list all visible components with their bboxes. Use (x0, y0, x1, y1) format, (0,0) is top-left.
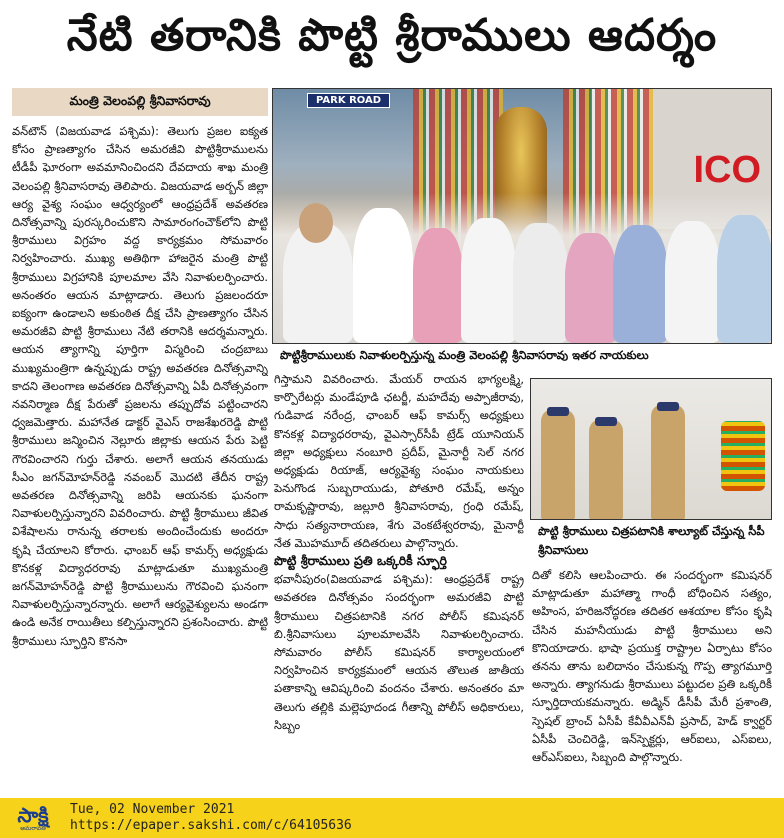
article-body-text: భవానీపురం(విజయవాడ పశ్చిమ): ఆంధ్రప్రదేశ్ రాష్ట్ర అవతరణ దినోత్సవం సందర్భంగా అమరజీవి పొట్టి శ్రీరాములు చిత్రపటానికి నగర పోలీస్ కమిషనర్ బి.శ్రీనివాసులు పూలమాలవేసి నివాళులర్పించారు. సోమవారం పోలీస్ కమిషనర్ కార్యాలయంలో నిర్వహించిన కార్యక్రమంలో ఆయన తొలుత జాతీయ పతాకాన్ని ఆవిష్కరించి వందనం చేశారు. అనంతరం మా తెలుగు తల్లికి మల్లెపూదండ గీతాన్ని పోలీస్ అధికారులు, సిబ్బం (274, 572, 524, 732)
person (665, 221, 720, 343)
photo-caption-salute: పొట్టి శ్రీరాములు చిత్రపటానికి శాల్యూట్ చేస్తున్న సీపీ శ్రీనివాసులు (538, 524, 765, 557)
police-cap (595, 417, 617, 426)
article-column-3 (532, 566, 772, 798)
publish-date: Tue, 02 November 2021 (70, 802, 235, 817)
police-cap (657, 402, 679, 411)
person-head (299, 203, 333, 243)
sakshi-logo (0, 798, 66, 838)
footer-bar (0, 798, 784, 838)
article-photo-salute (530, 378, 772, 520)
article-column-1 (12, 122, 268, 798)
portrait-shrine (721, 421, 765, 491)
logo-mark: సాక్షి (17, 802, 49, 827)
street-sign: PARK ROAD (307, 93, 390, 108)
police-cap (547, 407, 569, 416)
article-body-text: గిస్తామని వివరించారు. మేయర్ రాయన భాగ్యలక్ష్మి, కార్పొరేటర్లు మండేపూడి ఛటర్జీ, మహదేవు అప్పాజీరావు, గుడివాడ నరేంద్ర, ఛాంబర్ ఆఫ్ కామర్స్ అధ్యక్షులు కొనకళ్ల విద్యాధరరావు, వైఎస్సార్‌సీపీ ట్రేడ్ యూనియన్ జిల్లా అధ్యక్షులు నంబూరి ప్రదీప్, మైనార్టీ సెల్ నగర అధ్యక్షుడు రియాజ్, ఆర్యవైశ్య సంఘం నాయకులు పెనుగొండ సుబ్బరాయుడు, పోతూరి రమేష్, అన్నం రామకృష్ణారావు, జల్లూరి శ్రీనివాసరావు, గ్రంధి రమేష్, సాధు సత్యనారాయణ, శేగు వెంకటేశ్వరరావు, మైనార్టీ నేత మొహమూద్ తదితరులు పాల్గొన్నారు. (274, 372, 524, 550)
person (717, 215, 772, 343)
sub-headline: పొట్టి శ్రీరాములు ప్రతి ఒక్కరికీ స్ఫూర్తి (274, 553, 447, 569)
byline: మంత్రి వెలంపల్లి శ్రీనివాసరావు (12, 88, 268, 116)
article-body-text: దితో కలిసి ఆలపించారు. ఈ సందర్భంగా కమిషనర్ మాట్లాడుతూ మహాత్మా గాంధీ బోధించిన సత్యం, అహింస, హరిజనోద్ధరణ తదితర ఆశయాల కోసం కృషి చేసిన మహనీయుడు పొట్టి శ్రీరాములు అని కొనియాడారు. భాషా ప్రయుక్త రాష్ట్రాల ఏర్పాటు కోసం తనను తాను బలిదానం చేసుకున్న గొప్ప త్యాగమూర్తి అన్నారు. త్యాగనుడు శ్రీరాములు పట్టుదల ప్రతి ఒక్కరికీ స్ఫూర్తిదాయకమన్నారు. అడ్మిన్ డీసీపీ మేరీ ప్రశాంతి, స్పెషల్ బ్రాంచ్ ఏసీపీ కేవీవీఎన్‌వీ ప్రసాద్, హెడ్ క్వార్టర్ ఏసీపీ చెంచిరెడ్డి, ఇన్‌స్పెక్టర్లు, ఆర్‌ఐలు, ఎస్‌ఐలు, ఆర్‌ఎస్‌ఐలు, సిబ్బంది పాల్గొన్నారు. (532, 568, 772, 765)
police-officer (651, 404, 685, 519)
person (461, 218, 516, 343)
footer-meta (66, 802, 352, 834)
person (613, 225, 668, 343)
epaper-url[interactable]: https://epaper.sakshi.com/c/64105636 (70, 818, 352, 833)
article-body-text: వన్‌టౌన్ (విజయవాడ పశ్చిమ): తెలుగు ప్రజల ఐక్యత కోసం ప్రాణత్యాగం చేసిన అమరజీవి పొట్టిశ్రీరాములను టీడీపీ ఘోరంగా అవమానించిందని దేవదాయ శాఖ మంత్రి వెలంపల్లి శ్రీనివాసరావు తెలిపారు. విజయవాడ అర్బన్ జిల్లా ఆర్య వైశ్య సంఘం ఆధ్వర్యంలో ఆంధ్రప్రదేశ్ అవతరణ దినోత్సవాన్ని పురస్కరించుకొని సామారంగంచౌక్‌లోని పొట్టి శ్రీరాములు విగ్రహం వద్ద కార్యక్రమం సోమవారం నిర్వహించారు. ముఖ్య అతిథిగా హాజరైన మంత్రి పొట్టి శ్రీరాములు విగ్రహానికి పూలమాల వేసి నివాళులర్పించారు. అనంతరం ఆయన మాట్లాడారు. తెలుగు ప్రజలందరూ ఐక్యంగా ఉండాలని అకుంఠిత దీక్ష చేసి ప్రాణత్యాగం చేసిన అమరజీవి పొట్టి శ్రీరాములు నేటి తరానికి ఆదర్శమన్నారు. ఆయన త్యాగాన్ని పూర్తిగా విస్మరించి చంద్రబాబు ముఖ్యమంత్రిగా ఉన్నప్పుడు రాష్ట్ర అవతరణ దినోత్సవాన్ని కాదని తెలంగాణ అవతరణ దినోత్సవాన్ని ఏపీ దినోత్సవంగా నవనిర్మాణ దీక్ష పేరుతో ప్రజలను తప్పుదోవ పట్టించారని ధ్వజమెత్తారు. మహానేత డాక్టర్ వైఎస్ రాజశేఖరరెడ్డి పొట్టి శ్రీరాములు జన్మించిన నెల్లూరు జిల్లాకు ఆయన పేరు పెట్టి గౌరవించారని గుర్తు చేశారు. అలాగే ఆయన తనయుడు సీఎం జగన్‌మోహన్‌రెడ్డి నవంబర్ మొదటి తేదీన రాష్ట్ర అవతరణ దినోత్సవాన్ని జరిపి ఆయనకు ఘనంగా నివాళులర్పిస్తున్నారని వివరించారు. పొట్టి శ్రీరాములు జీవిత విశేషాలను రానున్న తరాలకు అందించేందుకు అందరూ కృషి చేయాలని కోరారు. ఛాంబర్ ఆఫ్ కామర్స్ అధ్యక్షుడు కొనకళ్ల విద్యాధరరావు మాట్లాడుతూ ముఖ్యమంత్రి జగన్‌మోహన్‌రెడ్డి పొట్టి శ్రీరాములును గౌరవించి ఘనంగా నివాళులర్పిస్తున్నారన్నారు. అలాగే ఆర్యవైశ్యులను అండగా ఉండి అనేక రాయితీలు కల్పిస్తున్నారని ప్రశంసించారు. పొట్టి శ్రీరాములు స్ఫూర్తిని కొనసా (12, 124, 268, 648)
police-officer (541, 409, 575, 519)
crowd (273, 193, 771, 343)
person (413, 228, 463, 343)
logo-subtitle: అమరావతి (20, 824, 46, 832)
store-sign: ICO (693, 149, 761, 191)
person (353, 208, 413, 343)
article-photo-tribute (272, 88, 772, 344)
person (513, 223, 568, 343)
page-title: నేటి తరానికి పొట్టి శ్రీరాములు ఆదర్శం (66, 10, 718, 61)
person (565, 233, 617, 343)
photo-caption-tribute: పొట్టిశ్రీరాములుకు నివాళులర్పిస్తున్న మంత్రి వెలంపల్లి శ్రీనివాసరావు ఇతర నాయకులు (280, 348, 649, 362)
police-officer (589, 419, 623, 519)
article-column-2 (274, 370, 524, 798)
